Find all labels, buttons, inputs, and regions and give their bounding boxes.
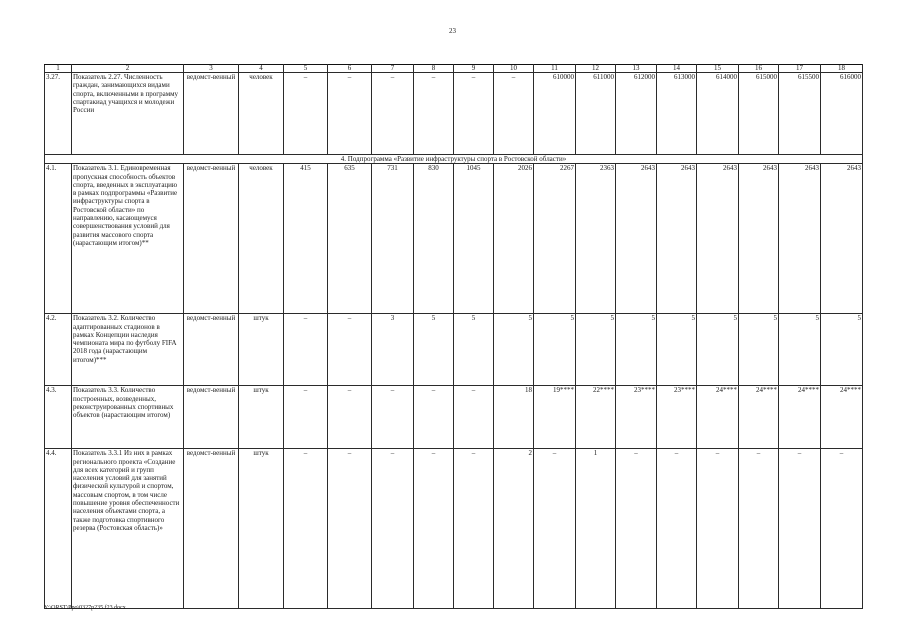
row-number: 3.27. [45, 73, 72, 155]
row-number: 4.1. [45, 164, 72, 314]
value-cell: – [697, 449, 739, 609]
subprogram-title: 4. Подпрограмма «Развитие инфраструктуры спорта в Ростовской области» [45, 155, 863, 164]
row-number: 4.2. [45, 314, 72, 386]
value-cell: 24**** [779, 386, 821, 449]
column-header: 8 [414, 65, 454, 73]
value-cell: – [284, 73, 328, 155]
value-cell: – [328, 449, 372, 609]
row-number: 4.4. [45, 449, 72, 609]
column-header: 17 [779, 65, 821, 73]
value-cell: 635 [328, 164, 372, 314]
value-cell: – [414, 73, 454, 155]
value-cell: – [284, 449, 328, 609]
value-cell: 24**** [739, 386, 779, 449]
value-cell: 1045 [454, 164, 494, 314]
value-cell: – [414, 449, 454, 609]
data-source: ведомст-венный [184, 164, 239, 314]
value-cell: 2643 [739, 164, 779, 314]
value-cell: 2 [494, 449, 534, 609]
value-cell: 5 [697, 314, 739, 386]
column-header: 14 [657, 65, 697, 73]
indicator-table [44, 64, 863, 609]
value-cell: 2267 [534, 164, 576, 314]
value-cell: – [284, 314, 328, 386]
value-cell: 2643 [657, 164, 697, 314]
value-cell: 18 [494, 386, 534, 449]
value-cell: 24**** [821, 386, 863, 449]
table-row [45, 386, 863, 449]
value-cell: – [372, 449, 414, 609]
value-cell: – [328, 314, 372, 386]
value-cell: 5 [454, 314, 494, 386]
file-path-footer: Y:\ORST\Ppo\0327p235.f23.docx [44, 605, 126, 611]
page-number: 23 [449, 27, 456, 35]
value-cell: – [657, 449, 697, 609]
value-cell: – [454, 449, 494, 609]
indicator-name: Показатель 3.3.1 Из них в рамках регионального проекта «Создание для всех категорий и групп населения условий для занятий физической культурой и спортом, массовым спортом, в том числе повышение уровня обеспеченности населения объектами спорта, а также подготовка спортивного резерва (Ростовская область)» [72, 449, 184, 609]
data-source: ведомст-венный [184, 73, 239, 155]
value-cell: 22**** [576, 386, 616, 449]
column-header: 4 [239, 65, 284, 73]
unit: человек [239, 164, 284, 314]
value-cell: 5 [657, 314, 697, 386]
value-cell: 5 [576, 314, 616, 386]
unit: человек [239, 73, 284, 155]
value-cell: – [414, 386, 454, 449]
value-cell: – [372, 386, 414, 449]
value-cell: – [821, 449, 863, 609]
column-number-row [45, 65, 863, 73]
value-cell: 2643 [616, 164, 657, 314]
value-cell: 5 [494, 314, 534, 386]
value-cell: 610000 [534, 73, 576, 155]
value-cell: 23**** [616, 386, 657, 449]
value-cell: – [739, 449, 779, 609]
column-header: 6 [328, 65, 372, 73]
unit: штук [239, 449, 284, 609]
row-number: 4.3. [45, 386, 72, 449]
data-source: ведомст-венный [184, 386, 239, 449]
value-cell: 5 [414, 314, 454, 386]
value-cell: 830 [414, 164, 454, 314]
table-row [45, 314, 863, 386]
value-cell: 2643 [779, 164, 821, 314]
value-cell: 2026 [494, 164, 534, 314]
value-cell: 613000 [657, 73, 697, 155]
indicator-name: Показатель 3.3. Количество построенных, возведенных, реконструированных спортивных объектов (нарастающим итогом) [72, 386, 184, 449]
unit: штук [239, 386, 284, 449]
column-header: 13 [616, 65, 657, 73]
value-cell: – [454, 386, 494, 449]
subprogram-row [45, 155, 863, 164]
value-cell: 19**** [534, 386, 576, 449]
value-cell: 2643 [697, 164, 739, 314]
value-cell: 415 [284, 164, 328, 314]
column-header: 9 [454, 65, 494, 73]
column-header: 18 [821, 65, 863, 73]
data-source: ведомст-венный [184, 314, 239, 386]
value-cell: 3 [372, 314, 414, 386]
indicator-name: Показатель 3.2. Количество адаптированных стадионов в рамках Концепции наследия чемпионата мира по футболу FIFA 2018 года (нарастающим итогом)*** [72, 314, 184, 386]
column-header: 3 [184, 65, 239, 73]
column-header: 16 [739, 65, 779, 73]
value-cell: 2643 [821, 164, 863, 314]
data-source: ведомст-венный [184, 449, 239, 609]
value-cell: 1 [576, 449, 616, 609]
value-cell: 5 [821, 314, 863, 386]
value-cell: – [372, 73, 414, 155]
table-row [45, 449, 863, 609]
indicator-name: Показатель 3.1. Единовременная пропускная способность объектов спорта, введенных в эксплуатацию в рамках подпрограммы «Развитие инфраструктуры спорта в Ростовской области» по направлению, касающемуся совершенствования условий для развития массового спорта (нарастающим итогом)** [72, 164, 184, 314]
value-cell: 23**** [657, 386, 697, 449]
column-header: 1 [45, 65, 72, 73]
value-cell: 615500 [779, 73, 821, 155]
unit: штук [239, 314, 284, 386]
value-cell: 616000 [821, 73, 863, 155]
value-cell: 731 [372, 164, 414, 314]
value-cell: 2363 [576, 164, 616, 314]
value-cell: – [494, 73, 534, 155]
value-cell: 615000 [739, 73, 779, 155]
value-cell: 5 [616, 314, 657, 386]
value-cell: – [616, 449, 657, 609]
column-header: 12 [576, 65, 616, 73]
column-header: 15 [697, 65, 739, 73]
indicator-name: Показатель 2.27. Численность граждан, занимающихся видами спорта, включенными в программу спартакиад учащихся и молодежи России [72, 73, 184, 155]
column-header: 7 [372, 65, 414, 73]
value-cell: – [534, 449, 576, 609]
value-cell: – [779, 449, 821, 609]
value-cell: – [328, 73, 372, 155]
value-cell: 612000 [616, 73, 657, 155]
table-row [45, 164, 863, 314]
value-cell: 5 [739, 314, 779, 386]
value-cell: 5 [534, 314, 576, 386]
column-header: 5 [284, 65, 328, 73]
column-header: 2 [72, 65, 184, 73]
table-row [45, 73, 863, 155]
value-cell: – [328, 386, 372, 449]
column-header: 11 [534, 65, 576, 73]
column-header: 10 [494, 65, 534, 73]
value-cell: 5 [779, 314, 821, 386]
value-cell: – [284, 386, 328, 449]
value-cell: 611000 [576, 73, 616, 155]
value-cell: – [454, 73, 494, 155]
value-cell: 614000 [697, 73, 739, 155]
value-cell: 24**** [697, 386, 739, 449]
